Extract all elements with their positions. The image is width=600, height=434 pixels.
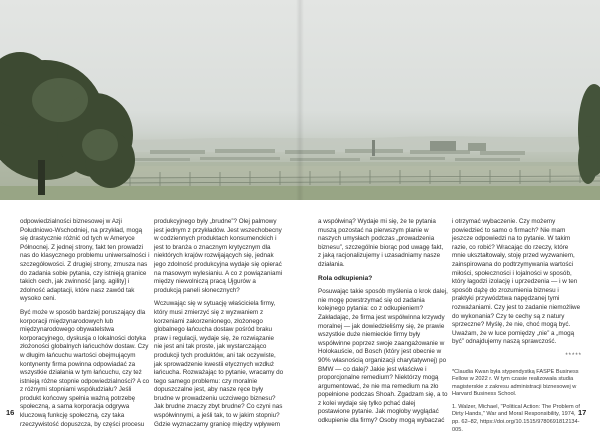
text-column-4 [452,218,582,433]
text-column-1 [20,218,150,428]
paragraph: a współwiną? Wydaje mi się, że te pytania muszą pozostać na pierwszym planie w naszych umysłach podczas „prowadzenia biznesu”, szczególnie biorąc pod uwagę fakt, z jaką racjonalizujemy i uzasadniamy nasze działania. [318,218,444,268]
section-heading: Rola odkupienia? [318,274,373,282]
spine-gutter [296,0,304,200]
paragraph: Wczuwając się w sytuację właściciela firmy, który musi zmierzyć się z wyzwaniem z korzeniami zakorzenionego, złożonego globalnego łańcucha dostaw pośród braku praw i regulacji, wydaje się, że rozwiązanie nie jest ani tak proste, jak wystarczająco produkcji tych produktów, ani tak oczywiste, jak sprowadzenie kwestii etycznych wzdłuż łańcucha. Rozważając to pytanie, wracamy do tego samego problemu: czy moralnie dopuszczalne jest, aby nasze ręce były brudne w prowadzeniu uczciwego biznesu? Jak brudne znaczy zbyt brudne? Co czyni nas współwinnymi, a jeśli tak, to w jakim stopniu? Gdzie wyznaczamy granicę między wpływem [154,300,284,428]
paragraph: Być może w sposób bardziej poruszający dla korporacji międzynarodowych lub międzynarodowego obywatelstwa korporacyjnego, dyskusja o lokalności dotyka złożoności globalnych łańcuchów dostaw. Czy w długim łańcuchu wartości obejmującym kontynenty firma powinna odpowiadać za wszystkie działania w tym łańcuchu, czy też istnieją różne stopnie odpowiedzialności? A co z różnymi stopniami współudziału? Jeśli produkt końcowy spełnia ważną potrzebę społeczną, a sama korporacja odgrywa kluczową funkcję społeczną, czy taka rzeczywistość dopuszcza, by części procesu [20,308,150,428]
paragraph: odpowiedzialności biznesowej w Azji Południowo-Wschodniej, na przykład, mogą się drastycznie różnić od tych w Ameryce Północnej. Z jednej strony, fakt ten prowadzi nas do klasycznego problemu uniwersalności i szczegółowości. Z drugiej strony, zmusza nas do zadania sobie pytania, czy istnieją granice takich cech, jak zwinność [ang. agility] i zdolność adaptacji, które nasz zawód tak wysoko ceni. [20,218,150,303]
paragraph: Posuwając takie sposób myślenia o krok dalej, nie mogę powstrzymać się od zadania kolejnego pytania: co z odkupieniem? Zakładając, że firma jest współwinna krzywdy moralnej — jak dowiedzieliśmy się, że prawie wszystkie duże niemieckie firmy były współwinne poprzez swoje zaangażowanie w Holokauście, od Bosch (który jest obecnie w 90% własnością organizacji charytatywnej) po BMW — co dalej? Jakie jest właściwe i proporcjonalne remedium? Niektórzy mogą argumentować, że nie ma remedium na zło popełnione podczas Shoah. Zgadzam się, a to z kolei wydaje się tylko pchać dalej postawione pytanie. Jak mogłoby wyglądać odkupienie dla firmy? Osoby mogą wybaczać [318,288,448,425]
author-note: *Claudia Kwan była stypendystką FASPE Business Fellow w 2022 r. W tym czasie realizowała studia magisterskie z zakresu administracji biznesowej w Harvard Business School. [452,368,579,398]
text-column-3 [318,218,448,425]
landscape-photo [0,0,600,200]
section-separator: ***** [565,352,582,359]
page-number-left: 16 [6,408,15,417]
footnote: 1. Walzer, Michael, "Political Action: The Problem of Dirty Hands," War and Moral Responsibility, 1974, pp. 62–82, https://doi.org/10.1515/9780691812134-005. [452,403,580,433]
paragraph: produkcyjnego były „brudne”? Olej palmowy jest jednym z przykładów. Jest wszechobecny w codziennych produktach konsumenckich i jest to branża o znacznym krytycznym dla niektórych krajów rozwijających się, jednak jego zdolność produkcyjna wydaje się opierać na masowym wylesianiu. A co z powiązaniami między niewolniczą pracą Ujgurów a produkcją paneli słonecznych? [154,218,283,294]
page-number-right: 17 [578,408,587,417]
paragraph: i otrzymać wybaczenie. Czy możemy powiedzieć to samo o firmach? Nie mam jeszcze odpowiedzi na to pytanie. W takim razie, co robić? Wracając do rzeczy, które mnie ukształtowały, stoję przed wyzwaniem, zainspirowana do podtrzymywania wartości miłości, społeczności i lojalności w sposób, który łagodzi izolację i uprzedzenia — i w ten sposób dążę do zrozumienia biznesu i praktyki przywództwa napędzanej tymi rozważaniami. Czy jest to zadanie niemożliwe do wykonania? Czy te cechy są z natury sprzeczne? Myślę, że nie, choć mogą być. Uważam, że w luce pomiędzy „nie” a „mogą być” odnajdujemy naszą sprawczość. [452,218,581,346]
text-column-2 [154,218,284,428]
